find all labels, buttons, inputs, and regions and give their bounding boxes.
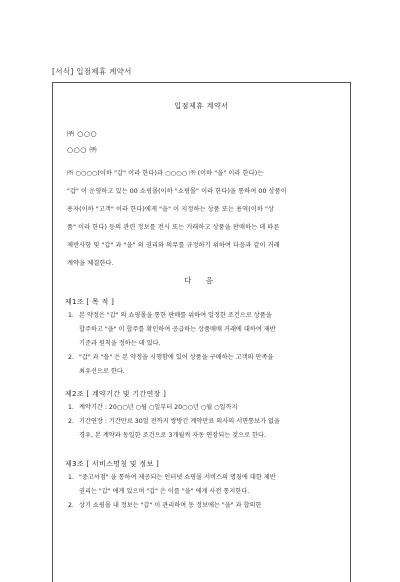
item-line: 합주하고 "을" 이 합주를 확인하여 공급하는 상품매매 거래에 대하여 제반: [79, 326, 276, 333]
intro-paragraph: [67, 165, 339, 273]
document-title: 입점제휴 계약서: [174, 102, 229, 110]
item-line: 기간연장 : 기간만료 30일 전까지 쌍방간 계약만료 의사의 서면통보가 없을: [79, 418, 280, 425]
item-line: 본 약정은 "갑" 의 쇼핑몰을 통한 판매를 위하여 일정한 조건으로 상품을: [79, 312, 272, 319]
item-line: 계약기간 : 20○○년 ○월 ○일부터 20○○년 ○월 ○일까지: [79, 404, 238, 411]
party-a: ㈜ ○○○: [67, 130, 98, 138]
intro-line: 용자(이하 "고객" 이라 한다)에게 "을" 이 지정하는 상품 또는 용역(이하 "상: [67, 206, 275, 213]
article-item: [65, 401, 343, 415]
party-b: ○○○ ㈜: [67, 146, 98, 154]
item-line: 최우선으로 한다.: [79, 368, 125, 375]
item-number: 1.: [68, 312, 74, 319]
article-heading: 제3조 [ 서비스명칭 및 정보 ]: [65, 460, 160, 468]
item-number: 2.: [68, 418, 74, 425]
article-item: [65, 415, 343, 443]
article-item: [65, 351, 343, 379]
article-heading: 제1조 [ 목 적 ]: [65, 298, 115, 306]
section-title: 다 음: [184, 276, 219, 285]
form-label: [서식] 입점제휴 계약서: [52, 67, 132, 76]
intro-line: ㈜ ○○○○(이하 "갑" 이라 한다)과 ○○○○ ㈜ (이하 "을" 이라 한다)는: [67, 170, 264, 177]
item-line: 권리는 "갑" 에게 있으며 "갑" 은 이를 "을" 에게 사전 통지한다.: [79, 488, 250, 495]
article-1: [65, 295, 343, 379]
item-line: 상기 쇼핑몰 내 정보는 "갑" 이 관리하며 동 정보에는 "을" 과 합의한: [79, 502, 262, 509]
item-line: "중고서점" 을 통하여 제공되는 인터넷 쇼핑몰 서비스의 명칭에 대한 제반: [79, 474, 276, 481]
intro-line: 계약을 체결한다.: [67, 260, 114, 267]
article-item: [65, 471, 343, 499]
item-number: 1.: [68, 404, 74, 411]
contract-sheet: [52, 82, 351, 582]
article-item: [65, 309, 343, 351]
item-line: "갑" 과 "을" 은 본 약정을 시행함에 있어 상품을 구매하는 고객의 만족을: [79, 354, 274, 361]
item-line: 경우, 본 계약과 동일한 조건으로 3개월씩 자동 연장되는 것으로 한다.: [79, 432, 266, 439]
item-number: 2.: [68, 502, 74, 509]
intro-line: 제반사항 및 "갑" 과 "을" 의 권리와 의무를 규정하기 위하여 다음과 같이 거래: [67, 242, 280, 249]
article-heading: 제2조 [ 계약기간 및 기간연장 ]: [65, 390, 167, 398]
item-number: 1.: [68, 474, 74, 481]
intro-line: "갑" 이 운영하고 있는 00 쇼핑몰(이하 "쇼핑몰" 이라 한다)을 통하여 00 상품이: [67, 188, 287, 195]
article-item: [65, 499, 343, 513]
intro-line: 품" 이라 한다) 등의 관련 정보를 전시 또는 거래하고 상품을 판매하는 데 따른: [67, 224, 280, 231]
article-2: [65, 387, 343, 443]
item-number: 2.: [68, 354, 74, 361]
item-line: 기준과 원칙을 정하는 데 있다.: [79, 340, 161, 347]
article-3: [65, 457, 343, 513]
